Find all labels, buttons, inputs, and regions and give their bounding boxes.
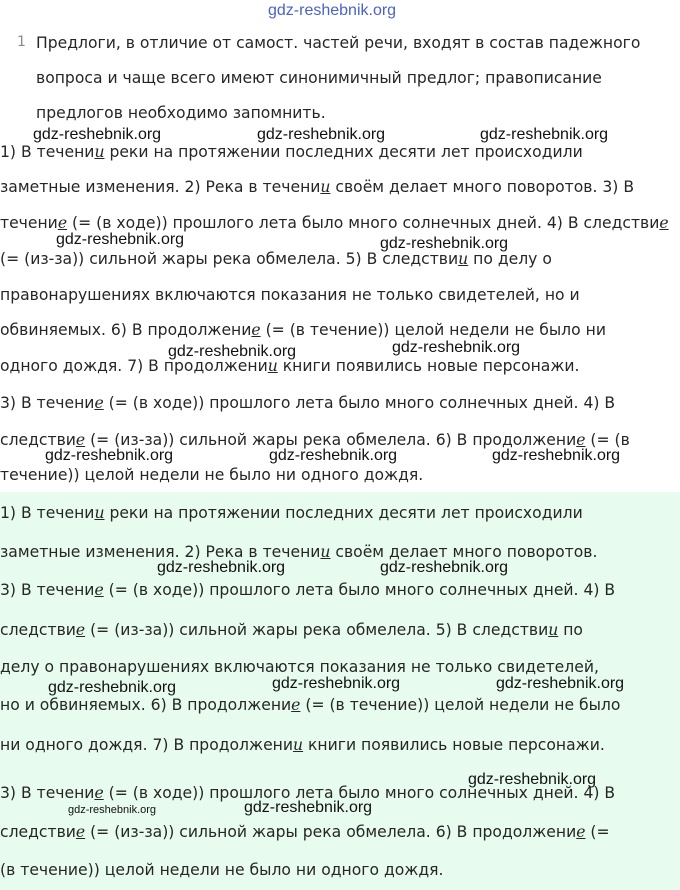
watermark: gdz-reshebnik.org — [56, 231, 185, 248]
block2-line-2: следствие (= (из-за)) сильной жары река обмелела. 6) В продолжение (= (в — [0, 431, 630, 449]
watermark: gdz-reshebnik.org — [392, 339, 521, 356]
block3-line-4: следствие (= (из-за)) сильной жары река обмелела. 5) В следствии по — [0, 621, 583, 639]
watermark: gdz-reshebnik.org — [68, 804, 157, 816]
block3-line-5: делу о правонарушениях включаются показания не только свидетелей, — [0, 658, 599, 676]
watermark: gdz-reshebnik.org — [244, 799, 373, 816]
block3-line-7: ни одного дождя. 7) В продолжении книги появились новые персонажи. — [0, 736, 605, 754]
watermark: gdz-reshebnik.org — [480, 126, 609, 143]
block1-line-4: (= (из-за)) сильной жары река обмелела. 5) В следствии по делу о — [0, 250, 552, 268]
block1-line-1: 1) В течении реки на протяжении последних десяти лет происходили — [0, 143, 583, 161]
watermark: gdz-reshebnik.org — [45, 447, 174, 464]
block3-line-8: 3) В течение (= (в ходе)) прошлого лета было много солнечных дней. 4) В — [0, 784, 616, 802]
watermark: gdz-reshebnik.org — [380, 235, 509, 252]
watermark: gdz-reshebnik.org — [157, 559, 286, 576]
block2-line-1: 3) В течение (= (в ходе)) прошлого лета было много солнечных дней. 4) В — [0, 394, 616, 412]
block3-line-6: но и обвиняемых. 6) В продолжение (= (в течение)) целой недели не было — [0, 696, 621, 714]
watermark: gdz-reshebnik.org — [33, 126, 162, 143]
watermark: gdz-reshebnik.org — [380, 559, 509, 576]
watermark: gdz-reshebnik.org — [168, 343, 297, 360]
block3-line-10: (в течение)) целой недели не было ни одного дождя. — [0, 861, 444, 879]
intro-line-3: предлогов необходимо запомнить. — [36, 104, 326, 122]
block1-line-3: течение (= (в ходе)) прошлого лета было много солнечных дней. 4) В следствие — [0, 214, 669, 232]
block2-line-3: течение)) целой недели не было ни одного дождя. — [0, 466, 424, 484]
block3-line-9: следствие (= (из-за)) сильной жары река обмелела. 6) В продолжение (= — [0, 823, 610, 841]
block1-line-7: одного дождя. 7) В продолжении книги появились новые персонажи. — [0, 357, 580, 375]
block3-line-3: 3) В течение (= (в ходе)) прошлого лета было много солнечных дней. 4) В — [0, 581, 616, 599]
block3-line-2: заметные изменения. 2) Река в течении своём делает много поворотов. — [0, 543, 598, 561]
block1-line-2: заметные изменения. 2) Река в течении своём делает много поворотов. 3) В — [0, 178, 635, 196]
watermark: gdz-reshebnik.org — [269, 447, 398, 464]
watermark: gdz-reshebnik.org — [496, 675, 625, 692]
block3-line-1: 1) В течении реки на протяжении последних десяти лет происходили — [0, 504, 583, 522]
watermark: gdz-reshebnik.org — [272, 675, 401, 692]
task-number: 1 — [17, 34, 26, 50]
watermark: gdz-reshebnik.org — [468, 771, 597, 788]
block1-line-5: правонарушениях включаются показания не только свидетелей, но и — [0, 286, 580, 304]
intro-line-1: Предлоги, в отличие от самост. частей речи, входят в состав падежного — [36, 34, 641, 52]
watermark: gdz-reshebnik.org — [257, 126, 386, 143]
site-title-link[interactable]: gdz-reshebnik.org — [268, 2, 397, 19]
watermark: gdz-reshebnik.org — [48, 679, 177, 696]
watermark: gdz-reshebnik.org — [492, 447, 621, 464]
block1-line-6: обвиняемых. 6) В продолжение (= (в течение)) целой недели не было ни — [0, 321, 606, 339]
intro-line-2: вопроса и чаще всего имеют синонимичный предлог; правописание — [36, 69, 602, 87]
